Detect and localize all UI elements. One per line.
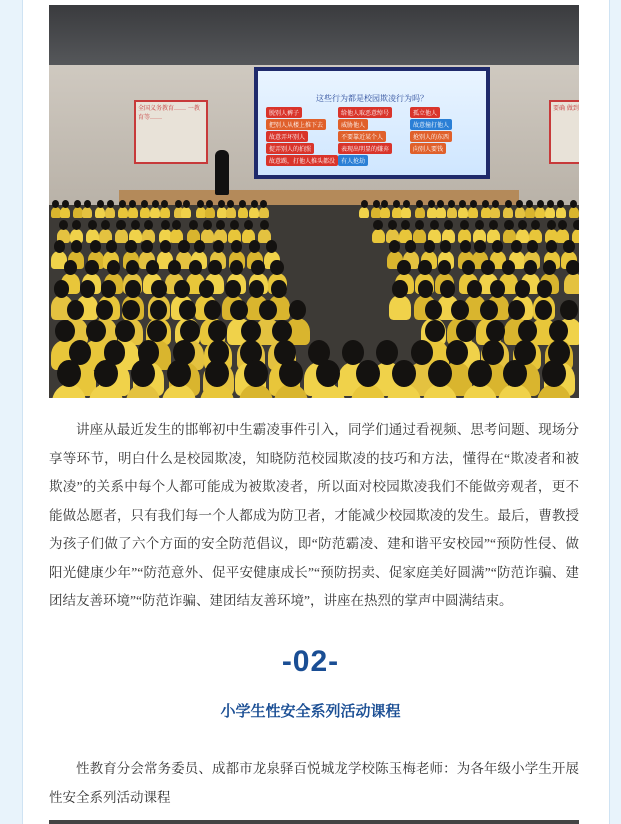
student-head [174, 280, 189, 298]
student-head [152, 200, 159, 208]
student-figure [140, 207, 150, 218]
student-head [189, 260, 202, 275]
student-head [168, 260, 181, 275]
student-head [126, 260, 139, 275]
student-figure [95, 207, 105, 218]
student-head [401, 220, 410, 230]
slide-tag: 孤立他人 [410, 107, 440, 118]
slide-tag: 给他人取恶意绰号 [338, 107, 392, 118]
student-head [511, 240, 522, 253]
student-figure [359, 207, 369, 218]
student-head [230, 260, 243, 275]
student-head [388, 220, 397, 230]
student-head [64, 260, 77, 275]
paragraph-1-text: 讲座从最近发生的邯郸初中生霸凌事件引入，同学们通过看视频、思考问题、现场分享等环节，明白什么是校园欺凌，知晓防范校园欺凌的技巧和方法，懂得在“欺凌者和被欺凌”的关系中每个人都可能成为被欺凌者，所以面对校园欺凌我们不能做旁观者，更不能做怂愿者，只有我们每一个人都成为防卫者，才能减少校园欺凌的发生。最后，曹教授为孩子们做了六个方面的安全防范倡议，即“防范霸凌、建和谐平安校园”“预防性侵、做阳光健康少年”“防范意外、促平安健康成长”“预防拐卖、促家庭美好圆满”“防范诈骗、建团结友善环境”“防范诈骗、建团结友善环境”，讲座在热烈的掌声中圆满结束。 [49, 422, 579, 608]
student-head [204, 300, 222, 320]
student-head [373, 220, 382, 230]
student-figure [128, 207, 138, 218]
student-figure [564, 273, 579, 294]
photo-banner-right [549, 100, 579, 164]
student-head [179, 300, 197, 320]
student-figure [436, 207, 446, 218]
student-head [546, 240, 557, 253]
student-figure [60, 207, 70, 218]
student-head [425, 300, 443, 320]
student-figure [401, 207, 411, 218]
student-figure [238, 207, 248, 218]
student-figure [160, 207, 170, 218]
student-head [489, 220, 498, 230]
student-figure [525, 207, 535, 218]
student-head [518, 220, 527, 230]
student-head [67, 300, 85, 320]
student-head [537, 200, 544, 208]
student-head [537, 280, 552, 298]
student-figure [556, 207, 566, 218]
student-head [55, 320, 75, 342]
student-head [573, 220, 579, 230]
student-head [178, 240, 189, 253]
student-head [397, 260, 410, 275]
student-figure [490, 207, 500, 218]
student-head [486, 320, 506, 342]
student-figure [181, 207, 191, 218]
slide-tag: 威胁他人 [338, 119, 368, 130]
student-head [542, 360, 566, 387]
student-figure [515, 207, 525, 218]
slide-tag: 故意弄坏别人 [266, 131, 308, 142]
projection-slide [258, 71, 486, 175]
student-figure [389, 295, 411, 319]
student-head [543, 260, 556, 275]
student-head [131, 360, 155, 387]
student-figure [569, 207, 579, 218]
student-head [249, 280, 264, 298]
section-number: -02- [281, 645, 340, 678]
student-head [444, 220, 453, 230]
student-figure [105, 207, 115, 218]
student-audience [49, 205, 579, 398]
student-head [504, 220, 513, 230]
student-head [161, 220, 170, 230]
student-head [403, 200, 410, 208]
student-head [160, 240, 171, 253]
student-head [199, 280, 214, 298]
slide-tag: 故意撞打他人 [410, 119, 452, 130]
student-figure [51, 207, 61, 218]
student-head [54, 240, 65, 253]
student-head [107, 260, 120, 275]
student-head [474, 240, 485, 253]
student-head [249, 240, 260, 253]
student-head [418, 260, 431, 275]
student-figure [372, 229, 385, 243]
section-title: 小学生性安全系列活动课程 [220, 703, 401, 720]
student-head [492, 240, 503, 253]
slide-tag: 捉弄别人的拍照 [266, 143, 314, 154]
student-head [524, 260, 537, 275]
student-head [225, 280, 240, 298]
student-head [62, 200, 69, 208]
student-head [230, 220, 239, 230]
student-head [566, 260, 579, 275]
paragraph-course-intro [49, 755, 579, 812]
student-head [172, 220, 181, 230]
student-head [446, 340, 468, 365]
student-figure [503, 207, 513, 218]
student-head [194, 240, 205, 253]
student-head [57, 360, 81, 387]
student-head [244, 220, 253, 230]
student-head [492, 200, 499, 208]
student-head [183, 200, 190, 208]
student-head [527, 240, 538, 253]
student-head [208, 260, 221, 275]
student-head [381, 200, 388, 208]
student-figure [82, 207, 92, 218]
slide-tag: 故意踢，打他人推头都没 [266, 155, 338, 166]
student-figure [415, 207, 425, 218]
student-head [462, 260, 475, 275]
student-head [251, 260, 264, 275]
projection-screen [254, 67, 490, 179]
student-figure [468, 207, 478, 218]
student-head [96, 300, 114, 320]
student-head [71, 240, 82, 253]
student-head [502, 260, 515, 275]
student-figure [458, 207, 468, 218]
student-head [88, 220, 97, 230]
student-head [54, 280, 69, 298]
student-head [97, 200, 104, 208]
student-head [467, 280, 482, 298]
student-head [116, 220, 125, 230]
slide-tag: 向别人要钱 [410, 143, 446, 154]
student-figure [73, 207, 83, 218]
student-head [376, 340, 398, 365]
student-head [203, 220, 212, 230]
student-head [547, 200, 554, 208]
slide-title: 这些行为都是校园欺凌行为吗？ [316, 94, 428, 103]
student-head [440, 280, 455, 298]
student-head [189, 220, 198, 230]
student-head [430, 220, 439, 230]
student-head [90, 240, 101, 253]
student-head [115, 320, 135, 342]
student-head [405, 240, 416, 253]
student-head [411, 340, 433, 365]
banner-left-text: 全国义务教育…… 一教育等…… [138, 105, 200, 121]
student-head [361, 200, 368, 208]
student-head [440, 240, 451, 253]
student-figure [535, 207, 545, 218]
student-head [415, 220, 424, 230]
student-head [230, 300, 248, 320]
student-head [389, 240, 400, 253]
student-head [101, 280, 116, 298]
student-head [515, 280, 530, 298]
student-head [107, 200, 114, 208]
lecture-photo [49, 5, 579, 398]
student-head [125, 280, 140, 298]
student-head [85, 260, 98, 275]
student-head [150, 300, 168, 320]
student-head [125, 240, 136, 253]
student-figure [150, 207, 160, 218]
student-head [59, 220, 68, 230]
student-figure [118, 207, 128, 218]
student-head [141, 240, 152, 253]
student-head [231, 240, 242, 253]
slide-tag: 有人抢劫 [338, 155, 368, 166]
paragraph-lecture-summary [49, 416, 579, 616]
student-head [547, 220, 556, 230]
student-figure [205, 207, 215, 218]
student-figure [259, 207, 269, 218]
student-head [481, 260, 494, 275]
photo-ceiling [49, 5, 579, 65]
student-head [151, 280, 166, 298]
student-head [460, 240, 471, 253]
student-head [106, 240, 117, 253]
slide-tag: 不要靠近某个人 [338, 131, 386, 142]
student-head [244, 360, 268, 387]
student-head [392, 280, 407, 298]
student-head [475, 220, 484, 230]
student-head [167, 360, 191, 387]
student-head [451, 300, 469, 320]
student-head [271, 280, 286, 298]
student-head [373, 200, 380, 208]
paragraph-2-text: 性教育分会常务委员、成都市龙泉驿百悦城龙学校陈玉梅老师：为各年级小学生开展性安全系列活动课程 [49, 761, 579, 805]
student-head [456, 320, 476, 342]
student-head [80, 280, 95, 298]
slide-tag: 抢别人的东西 [410, 131, 452, 142]
student-head [558, 220, 567, 230]
student-head [146, 260, 159, 275]
student-head [289, 300, 307, 320]
student-figure [226, 207, 236, 218]
student-head [259, 300, 277, 320]
slide-tag: 把别人从楼上推下去 [266, 119, 326, 130]
slide-tag: 表现出明显的嫌弃 [338, 143, 392, 154]
student-head [418, 280, 433, 298]
banner-right-text: 要确 做到 [553, 105, 579, 112]
student-head [266, 240, 277, 253]
next-photo-edge [49, 820, 579, 824]
student-figure [380, 207, 390, 218]
student-head [424, 240, 435, 253]
student-figure [249, 207, 259, 218]
student-head [213, 240, 224, 253]
student-head [270, 260, 283, 275]
student-head [94, 360, 118, 387]
speaker-figure [215, 150, 229, 195]
student-head [122, 300, 140, 320]
student-head [425, 320, 445, 342]
student-head [560, 300, 578, 320]
student-head [563, 240, 574, 253]
student-head [505, 200, 512, 208]
student-head [428, 360, 452, 387]
student-head [84, 200, 91, 208]
student-head [131, 220, 140, 230]
photo-banner-left [134, 100, 208, 164]
student-head [438, 260, 451, 275]
student-head [272, 320, 292, 342]
student-figure [413, 229, 426, 243]
student-head [535, 300, 553, 320]
student-head [316, 360, 340, 387]
student-head [251, 200, 258, 208]
student-head [490, 280, 505, 298]
student-head [101, 220, 110, 230]
student-figure [545, 207, 555, 218]
student-figure [447, 207, 457, 218]
student-head [470, 200, 477, 208]
student-head [216, 220, 225, 230]
student-head [460, 220, 469, 230]
slide-tag: 脱别人裤子 [266, 107, 302, 118]
student-head [508, 300, 526, 320]
student-head [503, 360, 527, 387]
student-head [480, 300, 498, 320]
